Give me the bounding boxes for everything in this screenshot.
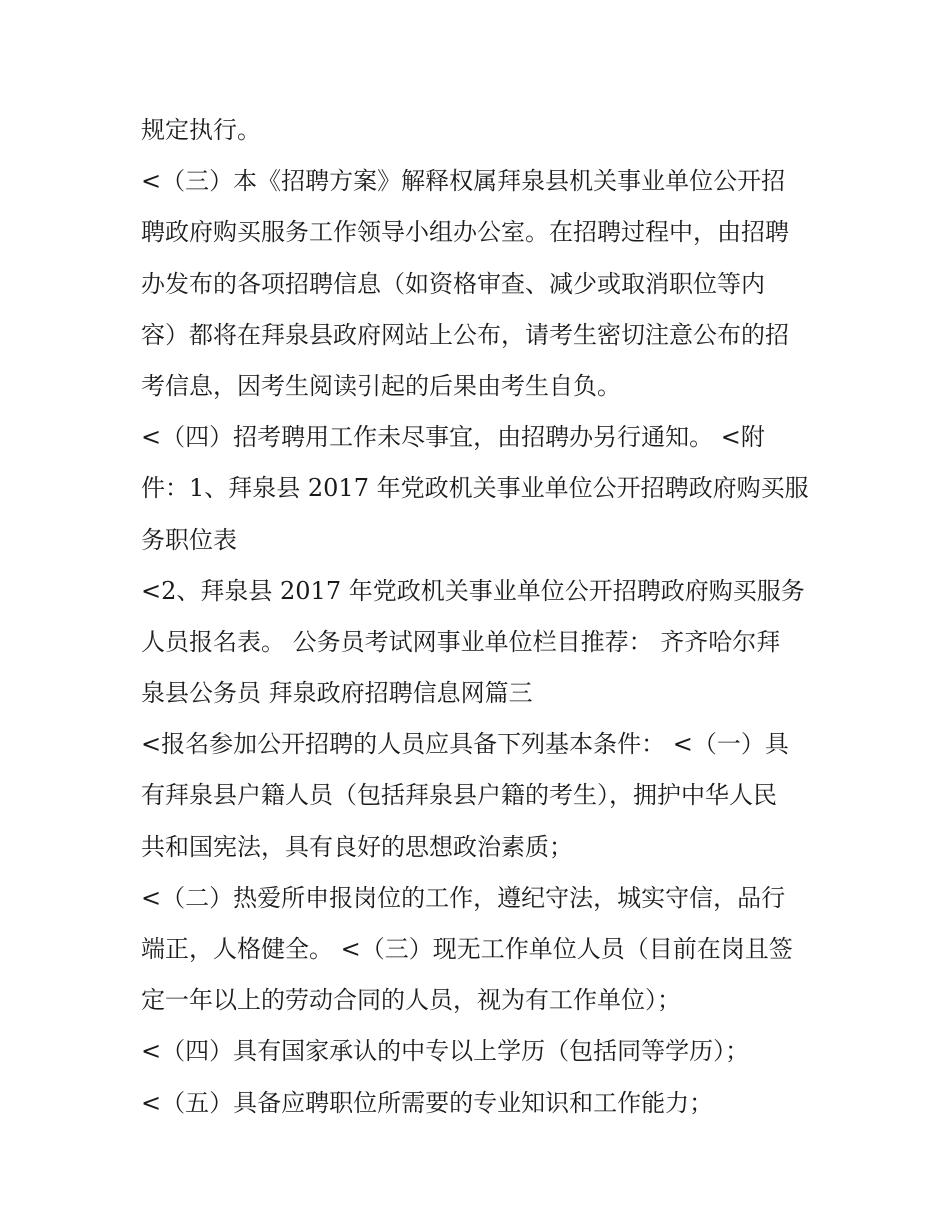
text-line: 容）都将在拜泉县政府网站上公布，请考生密切注意公布的招 xyxy=(141,320,789,349)
text-line: <2、拜泉县 2017 年党政机关事业单位公开招聘政府购买服务 xyxy=(141,576,805,605)
document-body xyxy=(141,105,821,1129)
text-line: <（二）热爱所申报岗位的工作，遵纪守法，城实守信，品行 xyxy=(141,883,786,912)
text-line: 人员报名表。 公务员考试网事业单位栏目推荐： 齐齐哈尔拜 xyxy=(141,627,781,656)
text-line: 有拜泉县户籍人员（包括拜泉县户籍的考生），拥护中华人民 xyxy=(141,781,777,810)
text-line: <（三）本《招聘方案》解释权属拜泉县机关事业单位公开招 xyxy=(141,167,786,196)
text-line: 规定执行。 xyxy=(141,116,261,144)
text-line: <（四）招考聘用工作未尽事宜，由招聘办另行通知。 <附 xyxy=(141,423,765,452)
text-line: 务职位表 xyxy=(141,525,237,554)
text-line: 考信息，因考生阅读引起的后果由考生自负。 xyxy=(141,371,621,400)
text-line: <报名参加公开招聘的人员应具备下列基本条件： <（一）具 xyxy=(141,730,789,759)
text-line: <（四）具有国家承认的中专以上学历（包括同等学历）； xyxy=(141,1037,750,1066)
text-line: <（五）具备应聘职位所需要的专业知识和工作能力； xyxy=(141,1088,714,1117)
text-line: 办发布的各项招聘信息（如资格审查、减少或取消职位等内 xyxy=(141,269,765,298)
text-line: 定一年以上的劳动合同的人员，视为有工作单位）； xyxy=(141,986,681,1015)
text-line: 泉县公务员 拜泉政府招聘信息网篇三 xyxy=(141,679,533,708)
text-line: 聘政府购买服务工作领导小组办公室。在招聘过程中，由招聘 xyxy=(141,218,789,247)
text-line: 件：1、拜泉县 2017 年党政机关事业单位公开招聘政府购买服 xyxy=(141,474,809,503)
text-line: 共和国宪法，具有良好的思想政治素质； xyxy=(141,832,573,861)
text-line: 端正，人格健全。 <（三）现无工作单位人员（目前在岗且签 xyxy=(141,935,793,963)
